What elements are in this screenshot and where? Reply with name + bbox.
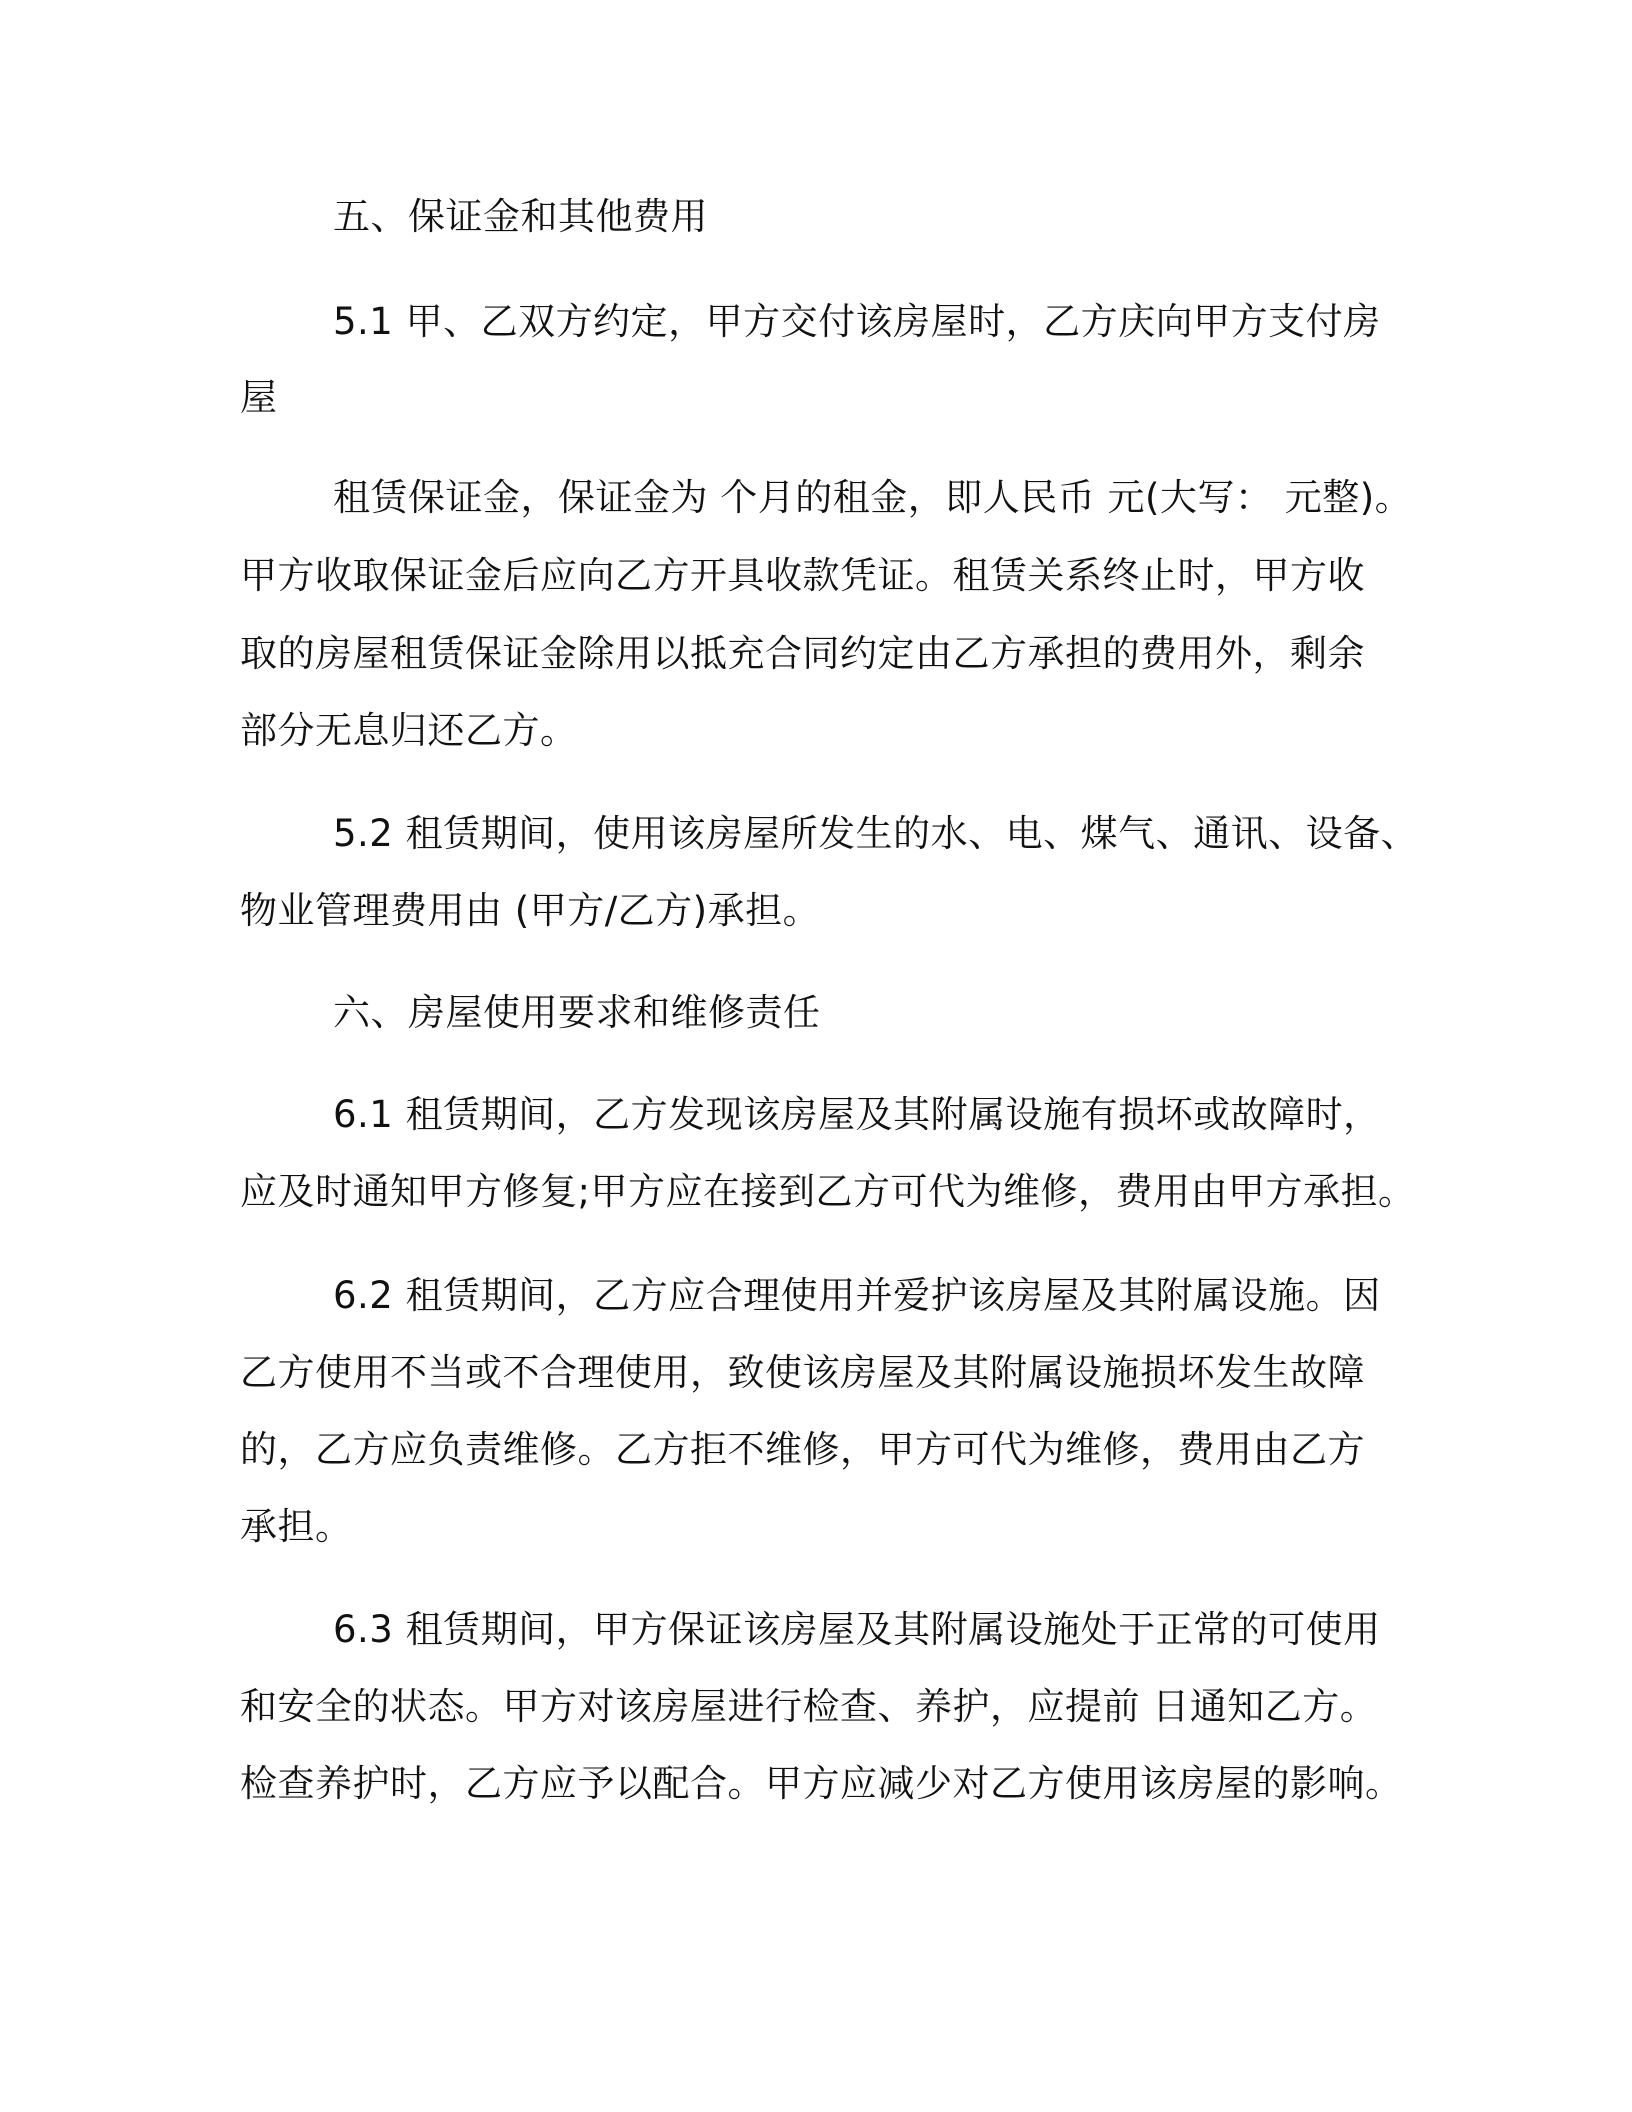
section-heading-6: 六、房屋使用要求和维修责任 — [333, 991, 821, 1034]
clause-6-2-line-3: 的，乙方应负责维修。乙方拒不维修，甲方可代为维修，费用由乙方 — [240, 1428, 1365, 1471]
clause-6-3-line-1: 6.3 租赁期间，甲方保证该房屋及其附属设施处于正常的可使用 — [333, 1608, 1381, 1651]
clause-6-3-line-2: 和安全的状态。甲方对该房屋进行检查、养护，应提前 日通知乙方。 — [240, 1685, 1378, 1728]
clause-6-1-line-1: 6.1 租赁期间，乙方发现该房屋及其附属设施有损坏或故障时， — [333, 1093, 1381, 1136]
clause-6-2-line-2: 乙方使用不当或不合理使用，致使该房屋及其附属设施损坏发生故障 — [240, 1351, 1365, 1394]
clause-5-1-para-line-1: 租赁保证金，保证金为 个月的租金，即人民币 元(大写： 元整)。 — [333, 476, 1413, 519]
clause-5-1-para-line-2: 甲方收取保证金后应向乙方开具收款凭证。租赁关系终止时，甲方收 — [240, 554, 1365, 597]
clause-6-3-line-3: 检查养护时，乙方应予以配合。甲方应减少对乙方使用该房屋的影响。 — [240, 1762, 1403, 1805]
clause-5-1-para-line-4: 部分无息归还乙方。 — [240, 709, 578, 752]
clause-5-1-line-2: 屋 — [240, 376, 278, 419]
clause-5-2-line-2: 物业管理费用由 (甲方/乙方)承担。 — [240, 889, 821, 932]
clause-6-1-line-2: 应及时通知甲方修复;甲方应在接到乙方可代为维修，费用由甲方承担。 — [240, 1170, 1416, 1213]
clause-5-1-para-line-3: 取的房屋租赁保证金除用以抵充合同约定由乙方承担的费用外，剩余 — [240, 632, 1365, 675]
clause-5-2-line-1: 5.2 租赁期间，使用该房屋所发生的水、电、煤气、通讯、设备、 — [333, 812, 1419, 855]
clause-6-2-line-1: 6.2 租赁期间，乙方应合理使用并爱护该房屋及其附属设施。因 — [333, 1274, 1381, 1317]
section-heading-5: 五、保证金和其他费用 — [333, 195, 708, 238]
clause-5-1-line-1: 5.1 甲、乙双方约定，甲方交付该房屋时，乙方庆向甲方支付房 — [333, 300, 1381, 343]
clause-6-2-line-4: 承担。 — [240, 1505, 353, 1548]
